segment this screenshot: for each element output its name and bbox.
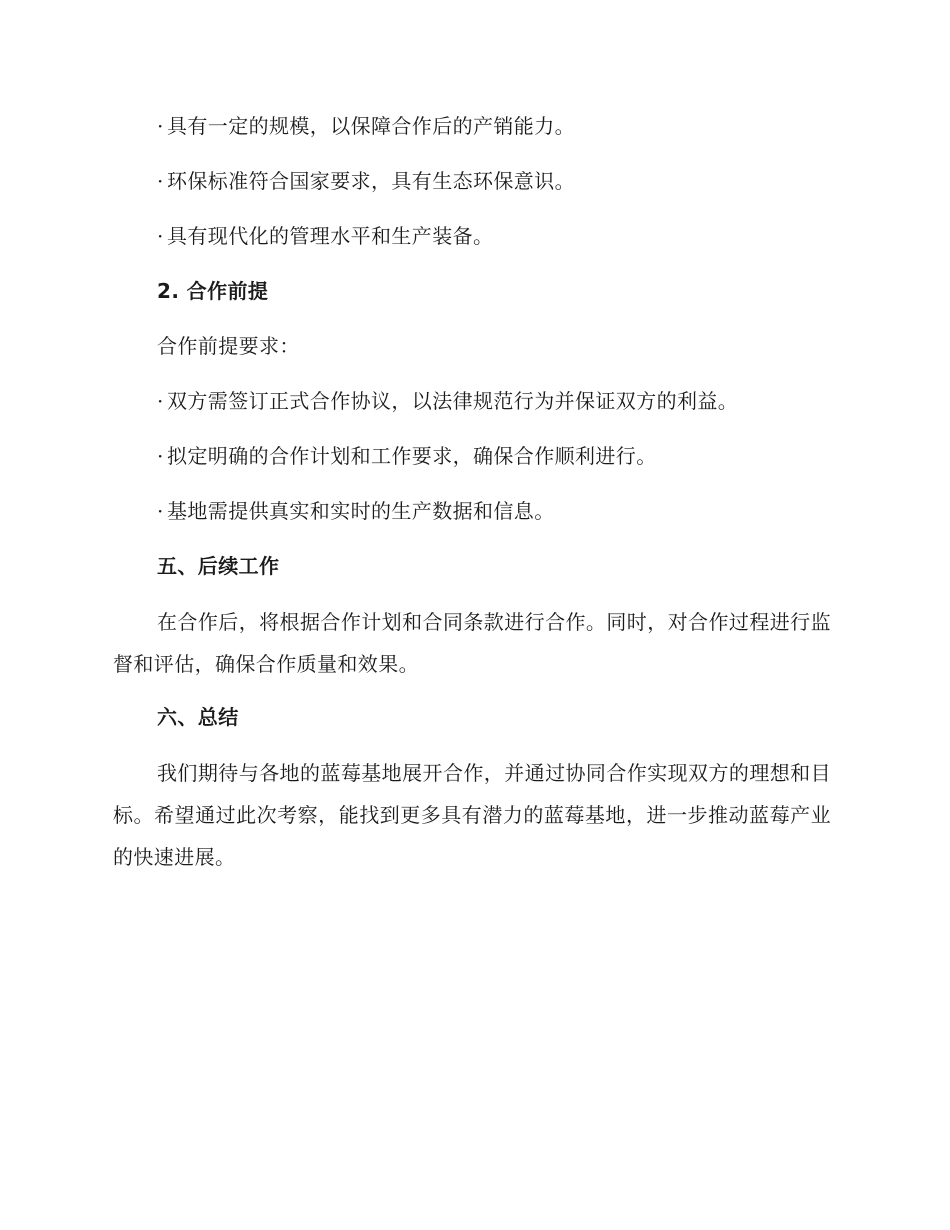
bullet-icon: ·: [157, 169, 164, 193]
summary-heading: 六、总结: [157, 705, 239, 729]
bullet-icon: ·: [157, 224, 164, 248]
bullet-icon: ·: [157, 114, 164, 138]
prerequisite-bullet-3: [113, 493, 831, 530]
bullet-text: 基地需提供真实和实时的生产数据和信息。: [167, 499, 555, 523]
followup-paragraph: 在合作后，将根据合作计划和合同条款进行合作。同时，对合作过程进行监督和评估，确保合作质量和效果。: [113, 610, 831, 676]
prerequisite-bullet-1: [113, 383, 831, 420]
bullet-text: 拟定明确的合作计划和工作要求，确保合作顺利进行。: [167, 444, 657, 468]
bullet-text: 环保标准符合国家要求，具有生态环保意识。: [167, 169, 575, 193]
criteria-bullet-2: [113, 163, 831, 200]
document-body: [113, 108, 831, 892]
prerequisite-bullet-2: [113, 438, 831, 475]
prerequisite-intro: 合作前提要求：: [157, 334, 300, 358]
bullet-text: 具有现代化的管理水平和生产装备。: [167, 224, 494, 248]
summary-paragraph: 我们期待与各地的蓝莓基地展开合作，并通过协同合作实现双方的理想和目标。希望通过此次考察，能找到更多具有潜力的蓝莓基地，进一步推动蓝莓产业的快速进展。: [113, 761, 831, 869]
criteria-bullet-3: [113, 218, 831, 255]
criteria-bullet-1: [113, 108, 831, 145]
prerequisite-heading: 2. 合作前提: [157, 279, 269, 303]
bullet-icon: ·: [157, 444, 164, 468]
bullet-text: 具有一定的规模，以保障合作后的产销能力。: [167, 114, 575, 138]
followup-heading: 五、后续工作: [157, 554, 280, 578]
bullet-icon: ·: [157, 499, 164, 523]
bullet-text: 双方需签订正式合作协议，以法律规范行为并保证双方的利益。: [167, 389, 739, 413]
bullet-icon: ·: [157, 389, 164, 413]
